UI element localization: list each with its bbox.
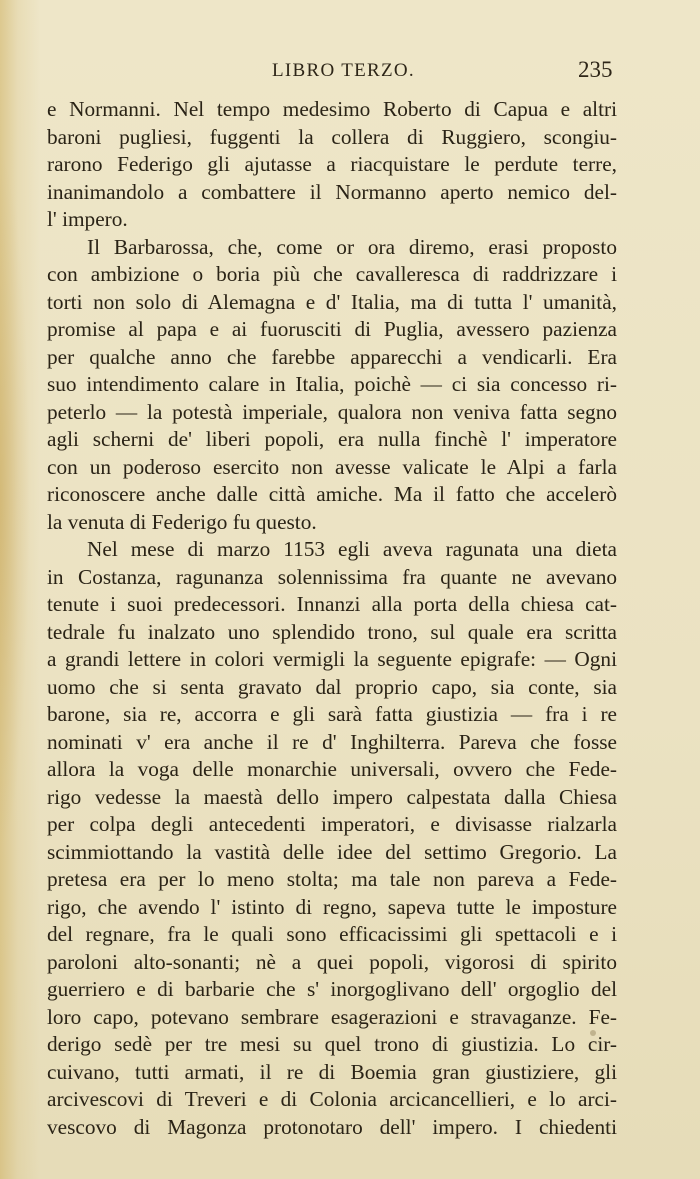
text-line: con ambizione o boria più che cavalleresca di raddrizzare i xyxy=(47,262,617,286)
text-line: cuivano, tutti armati, il re di Boemia gran giustiziere, gli xyxy=(47,1059,617,1084)
text-line: guerriero e di barbarie che s' inorgoglivano dell' orgoglio del xyxy=(47,977,617,1001)
text-line: con un poderoso esercito non avesse valicate le Alpi a farla xyxy=(47,454,617,479)
text-line: barone, sia re, accorra e gli sarà fatta giustizia — fra i re xyxy=(47,702,617,726)
text-line: vescovo di Magonza protonotaro dell' impero. I chiedenti xyxy=(47,1114,617,1139)
text-line: rigo, che avendo l' istinto di regno, sapeva tutte le imposture xyxy=(47,894,617,919)
text-line: peterlo — la potestà imperiale, qualora non veniva fatta segno xyxy=(47,399,617,424)
text-line: loro capo, potevano sembrare esagerazioni e stravaganze. Fe- xyxy=(47,1004,617,1029)
text-line: suo intendimento calare in Italia, poichè — ci sia concesso ri- xyxy=(47,372,617,396)
text-line: rarono Federigo gli ajutasse a riacquistare le perdute terre, xyxy=(47,152,617,176)
text-line: promise al papa e ai fuorusciti di Puglia, avessero pazienza xyxy=(47,317,617,341)
text-line: Nel mese di marzo 1153 egli aveva ragunata una dieta xyxy=(87,537,617,561)
left-edge-stain xyxy=(0,150,30,850)
text-line: la venuta di Federigo fu questo. xyxy=(47,509,317,534)
text-line: paroloni alto-sonanti; nè a quei popoli, vigorosi di spirito xyxy=(47,949,617,974)
text-line: uomo che si senta gravato dal proprio capo, sia conte, sia xyxy=(47,674,617,699)
text-line: per qualche anno che farebbe apparecchi a vendicarli. Era xyxy=(47,344,617,369)
text-line: tenute i suoi predecessori. Innanzi alla porta della chiesa cat- xyxy=(47,592,617,616)
text-line: tedrale fu inalzato uno splendido trono, sul quale era scritta xyxy=(47,619,617,644)
text-line: torti non solo di Alemagna e d' Italia, ma di tutta l' umanità, xyxy=(47,289,617,314)
text-line: l' impero. xyxy=(47,207,128,231)
text-line: arcivescovi di Treveri e di Colonia arcicancellieri, e lo arci- xyxy=(47,1087,617,1111)
text-line: scimmiottando la vastità delle idee del settimo Gregorio. La xyxy=(47,839,617,864)
text-line: a grandi lettere in colori vermigli la seguente epigrafe: — Ogni xyxy=(47,647,617,671)
text-line: baroni pugliesi, fuggenti la collera di Ruggiero, scongiu- xyxy=(47,124,617,149)
page-number: 235 xyxy=(578,57,613,82)
text-line: del regnare, fra le quali sono efficacissimi gli spettacoli e i xyxy=(47,922,617,946)
text-line: riconoscere anche dalle città amiche. Ma il fatto che accelerò xyxy=(47,482,617,506)
text-line: pretesa era per lo meno stolta; ma tale non pareva a Fede- xyxy=(47,867,617,891)
running-head xyxy=(0,57,700,90)
text-line: e Normanni. Nel tempo medesimo Roberto di Capua e altri xyxy=(47,97,617,121)
text-line: agli scherni de' liberi popoli, era nulla finchè l' imperatore xyxy=(47,427,617,451)
text-line: Il Barbarossa, che, come or ora diremo, erasi proposto xyxy=(87,234,617,259)
text-line: derigo sedè per tre mesi su quel trono di giustizia. Lo cir- xyxy=(47,1032,617,1056)
text-line: rigo vedesse la maestà dello impero calpestata dalla Chiesa xyxy=(47,784,617,809)
running-title: LIBRO TERZO. xyxy=(272,60,415,81)
text-line: in Costanza, ragunanza solennissima fra quante ne avevano xyxy=(47,564,617,589)
text-line: allora la voga delle monarchie universali, ovvero che Fede- xyxy=(47,757,617,781)
text-line: inanimandolo a combattere il Normanno aperto nemico del- xyxy=(47,179,617,204)
text-line: per colpa degli antecedenti imperatori, e divisasse rialzarla xyxy=(47,812,617,836)
text-line: nominati v' era anche il re d' Inghilterra. Pareva che fosse xyxy=(47,729,617,754)
